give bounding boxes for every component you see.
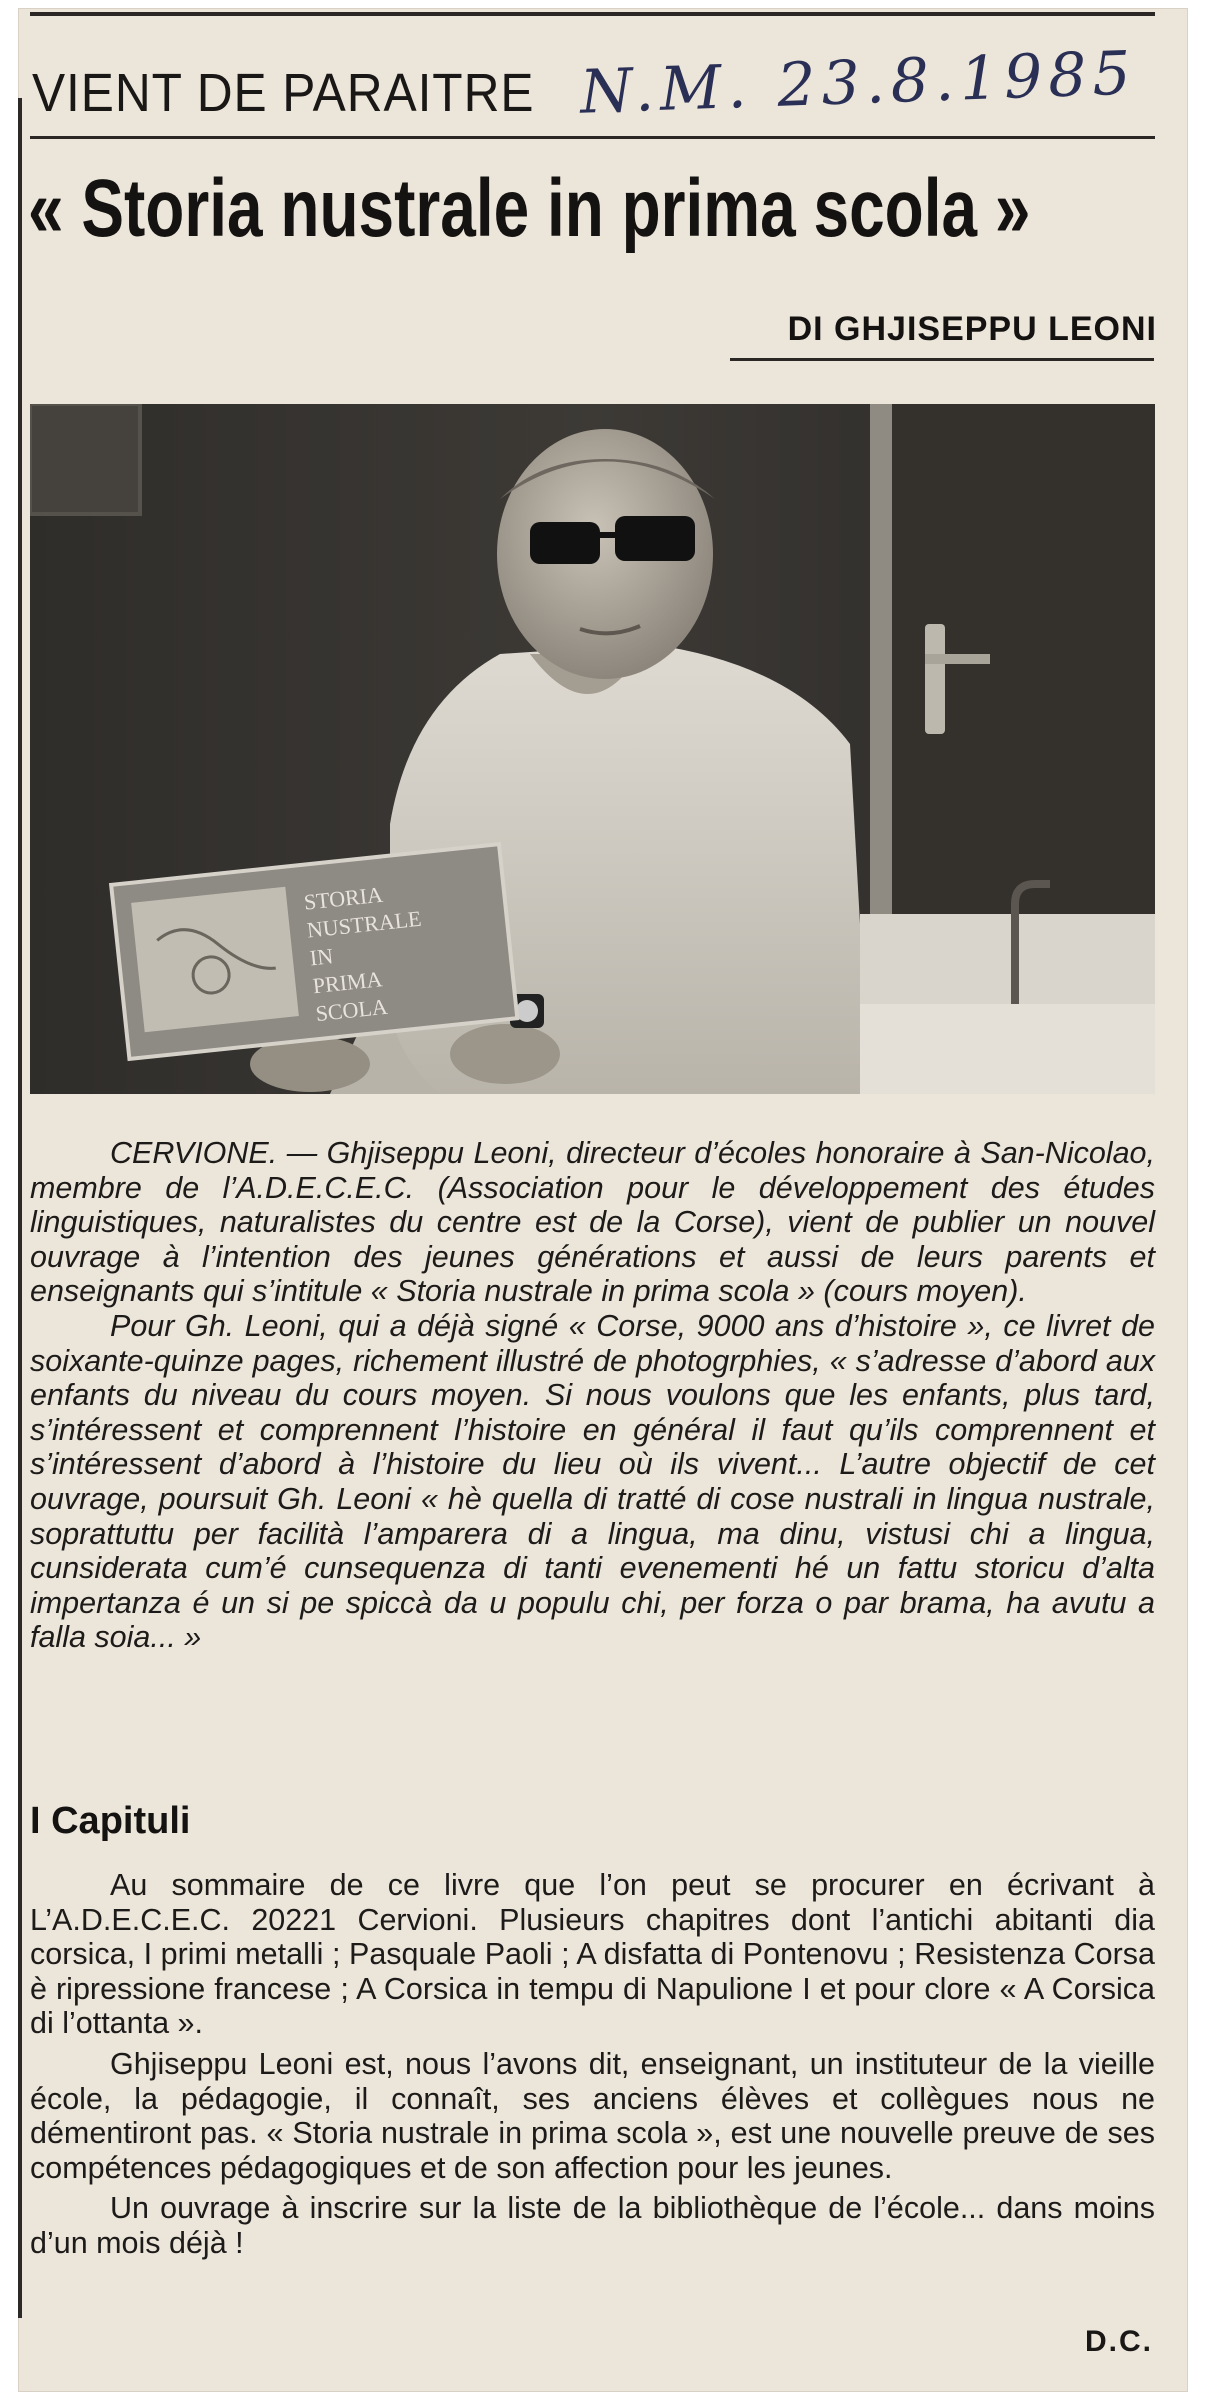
photo-illustration bbox=[30, 404, 1155, 1094]
paragraph-closing: Un ouvrage à inscrire sur la liste de la bibliothèque de l’école... dans moins d’un mois déjà ! bbox=[30, 2191, 1155, 2260]
book-title-line-4: PRIMA bbox=[311, 966, 384, 999]
book-title-line-3: IN bbox=[308, 943, 335, 971]
article-photo bbox=[30, 404, 1155, 1094]
author-initials: D.C. bbox=[1085, 2325, 1153, 2358]
book-title-line-1: STORIA bbox=[302, 881, 384, 915]
book-title-line-2: NUSTRALE bbox=[305, 905, 423, 943]
paragraph-author: Ghjiseppu Leoni est, nous l’avons dit, enseignant, un instituteur de la vieille école, la pédagogie, il connaît, ses anciens élèves et collègues nous ne démentiront pas. « Storia nustrale in prima scola », est une nouvelle preuve de ses compétences pédagogiques et de son affection pour les jeunes. bbox=[30, 2046, 1155, 2185]
top-rule bbox=[30, 12, 1155, 16]
kicker-heading: VIENT DE PARAITRE bbox=[32, 63, 535, 123]
section-heading: I Capituli bbox=[30, 1800, 191, 1842]
paragraph-intro: CERVIONE. — Ghjiseppu Leoni, directeur d’écoles honoraire à San-Nicolao, membre de l’A.D.E.C.E.C. (Association pour le développement des études linguistiques, naturalistes du centre est de la Corse), vient de publier un nouvel ouvrage à l’intention des jeunes générations et aussi de leurs parents et enseignants qui s’intitule « Storia nustrale in prima scola » (cours moyen). bbox=[30, 1136, 1155, 1309]
article-body-italic bbox=[30, 1136, 1155, 1655]
paragraph-quote: Pour Gh. Leoni, qui a déjà signé « Corse, 9000 ans d’histoire », ce livret de soixante-quinze pages, richement illustré de photogrphies, « s’adresse d’abord aux enfants du niveau du cours moyen. Si nous voulons que les enfants, plus tard, s’intéressent et comprennent l’histoire en général il faut qu’ils comprennent et s’intéressent d’abord à l’histoire du lieu où ils vivent... L’autre objectif de cet ouvrage, poursuit Gh. Leoni « hè quella di tratté di cose nustrali in lingua nustrale, soprattuttu per facilità l’amparera di a lingua, ma dinu, vistusi chi a lingua, cunsiderata cum’é cunsequenza di tanti evenementi hé un fattu storicu d’alta impertanza é un si pe spiccà da u populu chi, per forza o par brama, ha avutu a falla soia... » bbox=[30, 1308, 1155, 1655]
handwritten-date-note: N.M. 23.8.1985 bbox=[578, 38, 1138, 128]
article-headline: « Storia nustrale in prima scola » bbox=[28, 163, 1031, 254]
kicker-rule bbox=[30, 136, 1155, 139]
clipping-edge-shadow bbox=[18, 98, 22, 2318]
book-title-line-5: SCOLA bbox=[314, 993, 389, 1027]
article-byline: DI GHJISEPPU LEONI bbox=[787, 310, 1157, 348]
article-body-roman bbox=[30, 1868, 1155, 2261]
paragraph-sommaire: Au sommaire de ce livre que l’on peut se procurer en écrivant à L’A.D.E.C.E.C. 20221 Cervioni. Plusieurs chapitres dont l’antichi abitanti dia corsica, I primi metalli ; Pasquale Paoli ; A disfatta di Pontenovu ; Resistenza Corsa è ripressione francese ; A Corsica in tempu di Napulione I et pour clore « A Corsica di l’ottanta ». bbox=[30, 1868, 1155, 2041]
byline-rule bbox=[730, 358, 1154, 361]
